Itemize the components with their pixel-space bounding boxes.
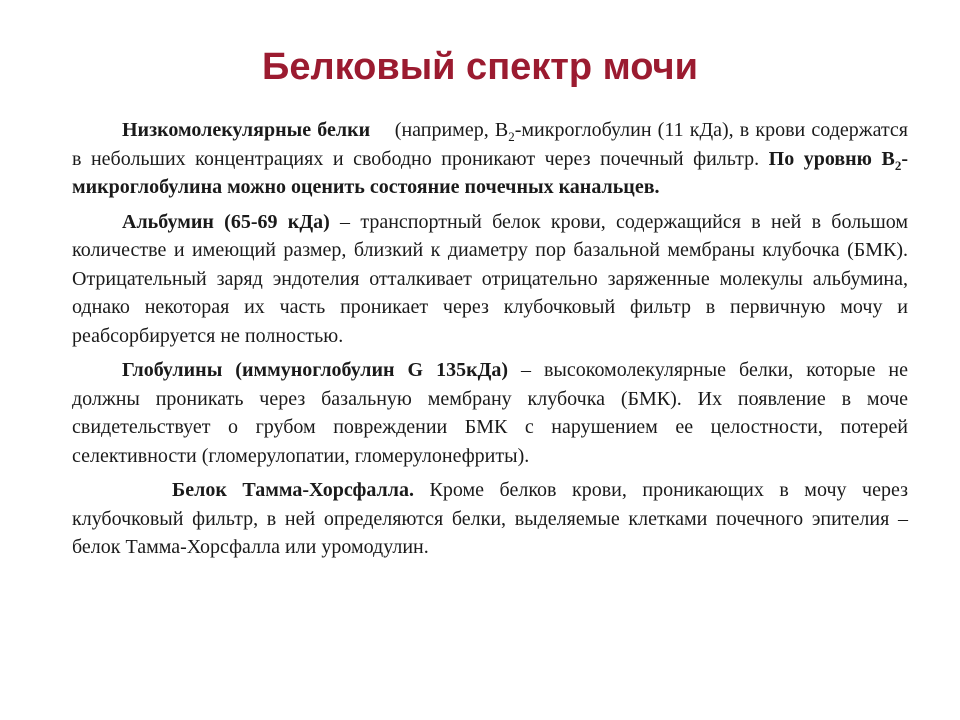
slide-title: Белковый спектр мочи — [262, 46, 698, 88]
slide-body — [72, 116, 908, 568]
paragraph-text: – высокомолекулярные белки, которые не должны проникать через базальную мембрану клубочка (БМК). Их появление в моче свидетельствует о грубом повреждении БМК с нарушением ее целостности, потерей селективности (гломерулопатии, гломерулонефриты). — [72, 359, 909, 467]
paragraph-tamm-horsfall — [72, 476, 908, 562]
paragraph-text: (например, B — [394, 119, 509, 141]
paragraph-lead: Альбумин (65-69 кДа) — [122, 210, 330, 233]
paragraph-text: – транспортный белок крови, содержащийся в ней в большом количестве и имеющий размер, близкий к диаметру пор базальной мембраны клубочка (БМК). Отрицательный заряд эндотелия отталкивает отрицательно заряженные молекулы альбумина, однако некоторая их часть проникает через клубочковый фильтр в первичную мочу и реабсорбируется не полностью. — [72, 210, 909, 347]
subscript: 2 — [508, 129, 515, 144]
paragraph-low-molecular-proteins — [72, 116, 908, 202]
paragraph-text: Кроме белков крови, проникающих в мочу через клубочковый фильтр, в ней определяются белки, выделяемые клетками почечного эпителия – белок Тамма-Хорсфалла или уромодулин. — [72, 479, 908, 558]
paragraph-lead: Глобулины (иммуноглобулин G 135кДа) — [122, 359, 509, 381]
paragraph-globulins — [72, 356, 908, 470]
paragraph-albumin — [72, 208, 908, 351]
paragraph-emphasis: По уровню B — [768, 147, 895, 170]
paragraph-lead: Низкомолекулярные белки — [122, 119, 371, 141]
paragraph-lead: Белок Тамма-Хорсфалла. — [172, 479, 414, 501]
paragraph-text: -микроглобулин (11 кДа), в крови содержатся в небольших концентрациях и свободно проникают через почечный фильтр. — [72, 119, 909, 170]
paragraph-emphasis: -микроглобулина можно оценить состояние почечных канальцев. — [72, 147, 908, 198]
subscript: 2 — [894, 157, 902, 173]
